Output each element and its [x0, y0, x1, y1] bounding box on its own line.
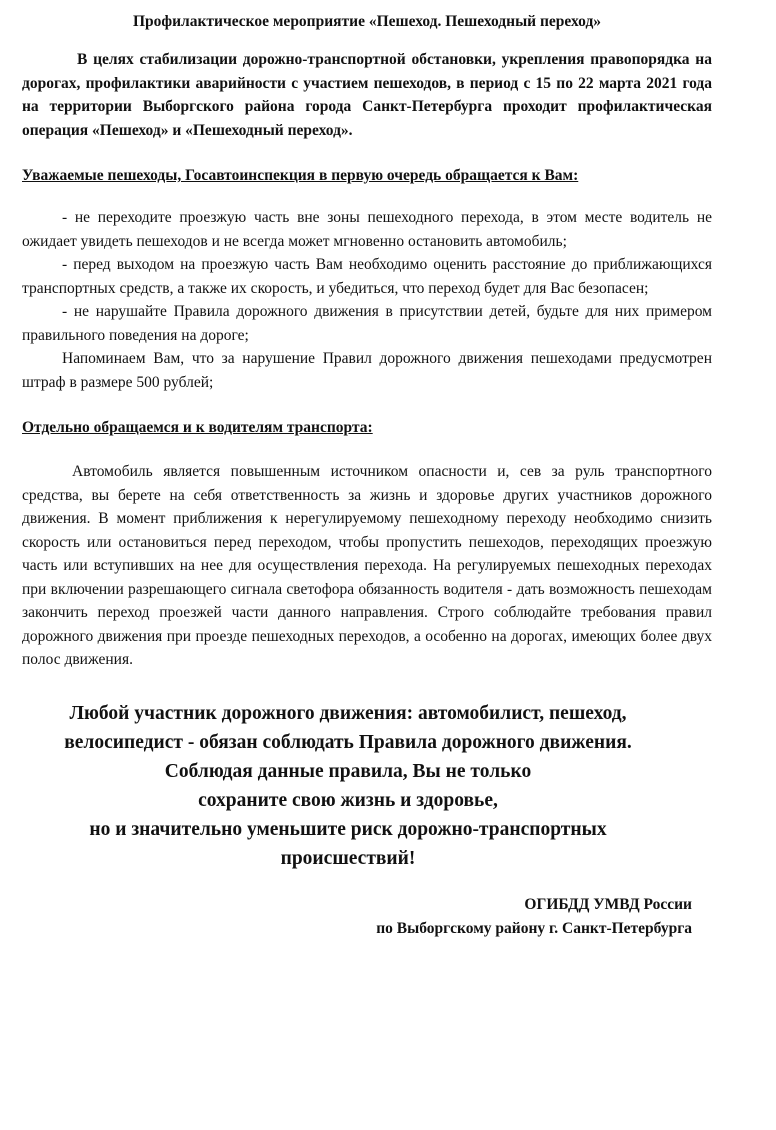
slogan-line: Соблюдая данные правила, Вы не только	[164, 760, 532, 782]
list-item: - не переходите проезжую часть вне зоны пешеходного перехода, в этом месте водитель не ожидает увидеть пешеходов и не всегда может мгновенно остановить автомобиль;	[22, 209, 712, 250]
signature-district: по Выборгскому району г. Санкт-Петербурга	[376, 919, 692, 937]
drivers-paragraph: Автомобиль является повышенным источником опасности и, сев за руль транспортного средства, вы берете на себя ответственность за жизнь и здоровье других участников дорожного движения. В момент приближения к нерегулируемому пешеходному переходу необходимо снизить скорость или остановиться перед переходом, чтобы пропустить пешеходов, переходящих проезжую часть или вступивших на нее для осуществления перехода. На регулируемых пешеходных переходах при включении разрешающего сигнала светофора обязанность водителя - дать возможность пешеходам закончить переход проезжей части данного направления. Строго соблюдайте требования правил дорожного движения при проезде пешеходных переходов, а особенно на дорогах, имеющих более двух полос движения.	[22, 463, 712, 668]
signature-org: ОГИБДД УМВД России	[524, 895, 692, 913]
slogan-line: происшествий!	[280, 847, 416, 869]
list-item: - не нарушайте Правила дорожного движения в присутствии детей, будьте для них примером правильного поведения на дороге;	[22, 303, 712, 344]
document-title: Профилактическое мероприятие «Пешеход. Пешеходный переход»	[132, 13, 602, 30]
fine-reminder: Напоминаем Вам, что за нарушение Правил дорожного движения пешеходами предусмотрен штраф в размере 500 рублей;	[22, 350, 712, 391]
slogan-line: но и значительно уменьшите риск дорожно-транспортных	[89, 818, 607, 840]
safety-slogan	[22, 699, 674, 873]
signature-block	[22, 893, 712, 941]
pedestrians-heading: Уважаемые пешеходы, Госавтоинспекция в первую очередь обращается к Вам:	[22, 167, 579, 184]
drivers-heading: Отдельно обращаемся и к водителям транспорта:	[22, 419, 373, 436]
intro-paragraph: В целях стабилизации дорожно-транспортной обстановки, укрепления правопорядка на дорогах, профилактики аварийности с участием пешеходов, в период с 15 по 22 марта 2021 года на территории Выборгского района города Санкт-Петербурга проходит профилактическая операция «Пешеход» и «Пешеходный переход».	[22, 51, 712, 139]
document-page	[22, 12, 712, 941]
slogan-line: сохраните свою жизнь и здоровье,	[198, 789, 498, 811]
slogan-line: Любой участник дорожного движения: автомобилист, пешеход,	[69, 702, 627, 724]
list-item: - перед выходом на проезжую часть Вам необходимо оценить расстояние до приближающихся транспортных средств, а также их скорость, и убедиться, что переход будет для Вас безопасен;	[22, 256, 712, 297]
pedestrian-advice-list	[22, 206, 712, 394]
slogan-line: велосипедист - обязан соблюдать Правила дорожного движения.	[64, 731, 632, 753]
